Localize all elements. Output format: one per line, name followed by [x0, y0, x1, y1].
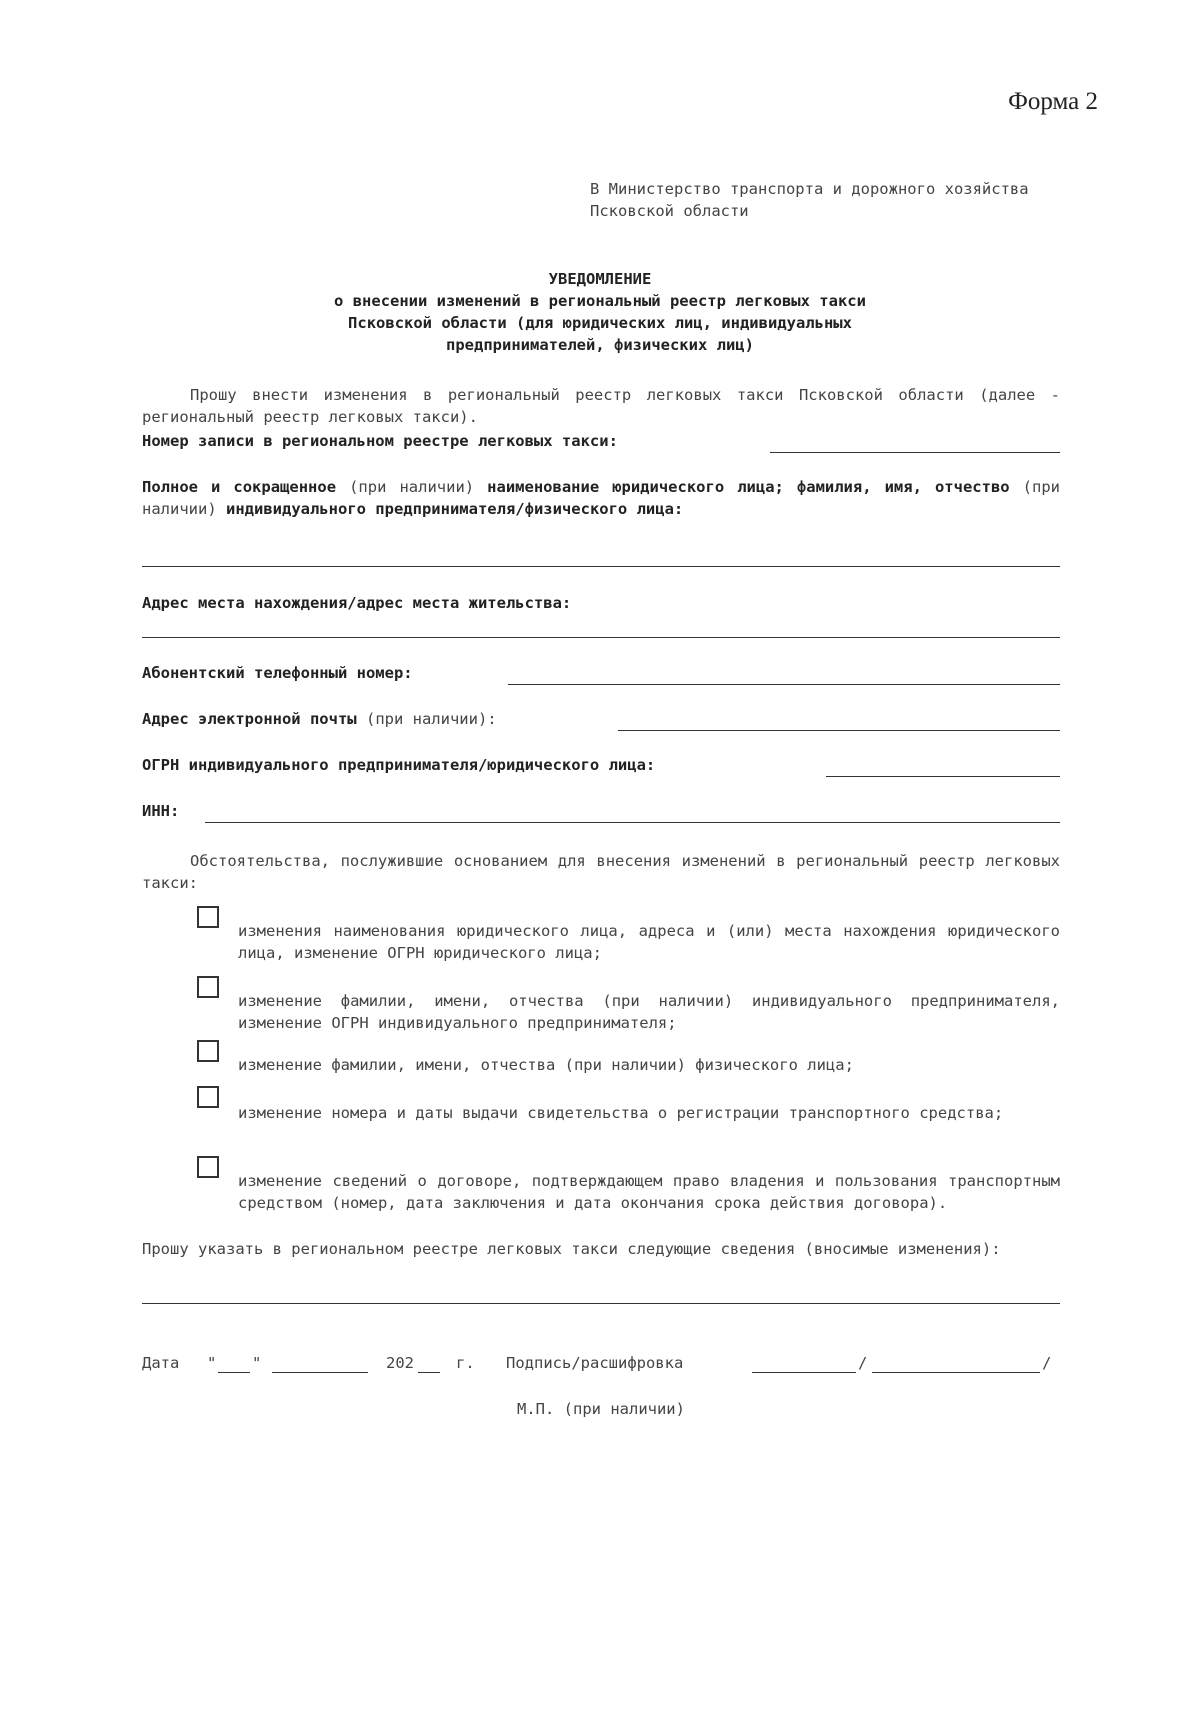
ogrn-field[interactable]	[826, 776, 1060, 777]
record-number-field[interactable]	[770, 452, 1060, 453]
date-year-field[interactable]	[418, 1372, 440, 1373]
title-line-4: предпринимателей, физических лиц)	[446, 336, 754, 354]
changes-field[interactable]	[142, 1303, 1060, 1304]
inn-field[interactable]	[205, 822, 1060, 823]
full-name-field[interactable]	[142, 566, 1060, 567]
full-name-label: Полное и сокращенное (при наличии) наименование юридического лица; фамилия, имя, отчество (при наличии) индивидуального предпринимателя/физического лица:	[142, 478, 1060, 518]
signature-slash-2: /	[1042, 1354, 1052, 1372]
signature-field[interactable]	[752, 1372, 856, 1373]
addressee: В Министерство транспорта и дорожного хозяйства Псковской области	[590, 180, 1029, 220]
title-line-3: Псковской области (для юридических лиц, индивидуальных	[348, 314, 852, 332]
date-year-suffix: г.	[456, 1354, 475, 1372]
request-paragraph: Прошу указать в региональном реестре легковых такси следующие сведения (вносимые изменения):	[142, 1240, 1001, 1258]
address-label: Адрес места нахождения/адрес места жительства:	[142, 594, 572, 612]
intro-paragraph: Прошу внести изменения в региональный реестр легковых такси Псковской области (далее - региональный реестр легковых такси).	[142, 386, 1060, 426]
option-checkbox-1[interactable]	[197, 906, 219, 928]
seal-note: М.П. (при наличии)	[517, 1400, 685, 1418]
date-quote-close: "	[252, 1354, 262, 1372]
signature-label: Подпись/расшифровка	[506, 1354, 684, 1372]
email-field[interactable]	[618, 730, 1060, 731]
signature-decoding-field[interactable]	[872, 1372, 1040, 1373]
email-label: Адрес электронной почты (при наличии):	[142, 710, 497, 728]
option-text-5: изменение сведений о договоре, подтверждающем право владения и пользования транспортным средством (номер, дата заключения и дата окончания срока действия договора).	[238, 1172, 1060, 1212]
title-line-2: о внесении изменений в региональный реестр легковых такси	[334, 292, 866, 310]
address-field[interactable]	[142, 637, 1060, 638]
document-title	[140, 268, 1060, 356]
option-text-2: изменение фамилии, имени, отчества (при наличии) индивидуального предпринимателя, изменение ОГРН индивидуального предпринимателя;	[238, 992, 1060, 1032]
option-checkbox-2[interactable]	[197, 976, 219, 998]
date-month-field[interactable]	[272, 1372, 368, 1373]
option-text-3: изменение фамилии, имени, отчества (при наличии) физического лица;	[238, 1056, 854, 1074]
signature-slash-1: /	[858, 1354, 868, 1372]
date-label: Дата	[142, 1354, 180, 1372]
option-text-1: изменения наименования юридического лица, адреса и (или) места нахождения юридического лица, изменение ОГРН юридического лица;	[238, 922, 1060, 962]
option-text-4: изменение номера и даты выдачи свидетельства о регистрации транспортного средства;	[238, 1104, 1004, 1122]
date-year-label: 202	[386, 1354, 414, 1372]
phone-field[interactable]	[508, 684, 1060, 685]
option-checkbox-3[interactable]	[197, 1040, 219, 1062]
circumstances-paragraph: Обстоятельства, послужившие основанием для внесения изменений в региональный реестр легковых такси:	[142, 852, 1060, 892]
date-quote-open: "	[207, 1354, 217, 1372]
date-day-field[interactable]	[218, 1372, 250, 1373]
ogrn-label: ОГРН индивидуального предпринимателя/юридического лица:	[142, 756, 656, 774]
inn-label: ИНН:	[142, 802, 180, 820]
form-number: Форма 2	[1008, 88, 1098, 115]
option-checkbox-4[interactable]	[197, 1086, 219, 1108]
title-line-1: УВЕДОМЛЕНИЕ	[548, 270, 652, 288]
option-checkbox-5[interactable]	[197, 1156, 219, 1178]
phone-label: Абонентский телефонный номер:	[142, 664, 413, 682]
record-number-label: Номер записи в региональном реестре легковых такси:	[142, 432, 618, 450]
